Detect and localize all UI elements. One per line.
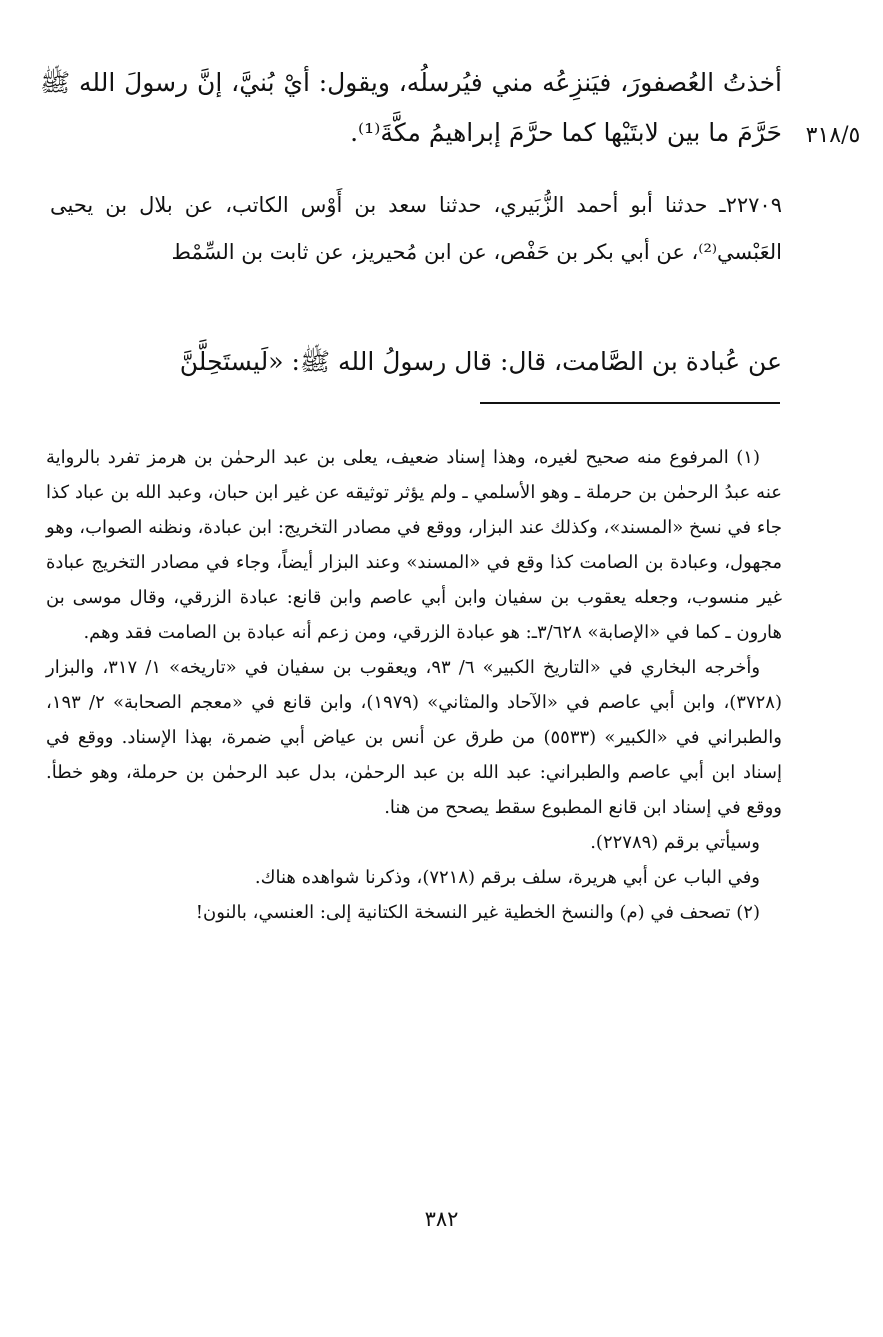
footnote-1-cross-reference: وسيأتي برقم (٢٢٧٨٩). xyxy=(590,832,760,853)
footnote-2: (٢) تصحف في (م) والنسخ الخطية غير النسخة الكتانية إلى: العنسي، بالنون! xyxy=(195,902,760,923)
footnote-1: (١) المرفوع منه صحيح لغيره، وهذا إسناد ضعيف، يعلى بن عبد الرحمٰن بن هرمز تفرد بالرواية عنه عبدُ الرحمٰن بن حرملة ـ وهو الأسلمي ـ ولم يؤثر توثيقه عن غير ابن حبان، وعبد الله بن عباد كذا جاء في نسخ «المسند»، وكذلك عند البزار، ووقع في مصادر التخريج: ابن عبادة، ونظنه الصواب، وهو مجهول، وعبادة بن الصامت كذا وقع في «المسند» وعند البزار أيضاً، وجاء في مصادر التخريج عبادة غير منسوب، وجعله يعقوب بن سفيان وابن أبي عاصم وابن قانع: عبادة الزرقي، وقال موسى بن هارون ـ كما في «الإصابة» ٣/٦٢٨ـ: هو عبادة الزرقي، ومن زعم أنه عبادة بن الصامت فقد وهم. xyxy=(46,447,782,643)
footnote-separator xyxy=(480,402,780,404)
footnote-1-sources: وأخرجه البخاري في «التاريخ الكبير» ٦/ ٩٣، ويعقوب بن سفيان في «تاريخه» ١/ ٣١٧، والبزار (٣٧٢٨)، وابن أبي عاصم في «الآحاد والمثاني» (١٩٧٩)، وابن قانع في «معجم الصحابة» ٢/ ١٩٣، والطبراني في «الكبير» (٥٥٣٣) من طرق عن أنس بن عياض أبي ضمرة، بهذا الإسناد. ووقع في إسناد ابن أبي عاصم والطبراني: عبد الله بن عبد الرحمٰن، بدل عبد الرحمٰن بن حرملة، وهو خطأ. ووقع في إسناد ابن قانع المطبوع سقط يصحح من هنا. xyxy=(46,657,782,818)
hadith-isnad: ٢٢٧٠٩ـ حدثنا أبو أحمد الزُّبَيري، حدثنا سعد بن أَوْس الكاتب، عن بلال بن يحيى العَبْسي⁽²⁾، عن أبي بكر بن حَفْص، عن ابن مُحيريز، عن ثابت بن السِّمْط xyxy=(50,193,782,264)
footnote-1-witnesses: وفي الباب عن أبي هريرة، سلف برقم (٧٢١٨)، وذكرنا شواهده هناك. xyxy=(254,867,760,888)
main-text-opening: أخذتُ العُصفورَ، فيَنزِعُه مني فيُرسلُه، ويقول: أيْ بُنيَّ، إنَّ رسولَ الله ﷺ حَرَّمَ ما بين لابتَيْها كما حرَّمَ إبراهيمُ مكَّةَ⁽¹⁾. xyxy=(40,68,782,147)
margin-volume-page-ref: ٣١٨/٥ xyxy=(805,123,861,148)
footnotes-section xyxy=(46,440,782,930)
page-number: ٣٨٢ xyxy=(424,1207,459,1231)
hadith-matn: عن عُبادة بن الصَّامت، قال: قال رسولُ الله ﷺ: «لَيستَحِلَّنَّ xyxy=(179,347,782,376)
